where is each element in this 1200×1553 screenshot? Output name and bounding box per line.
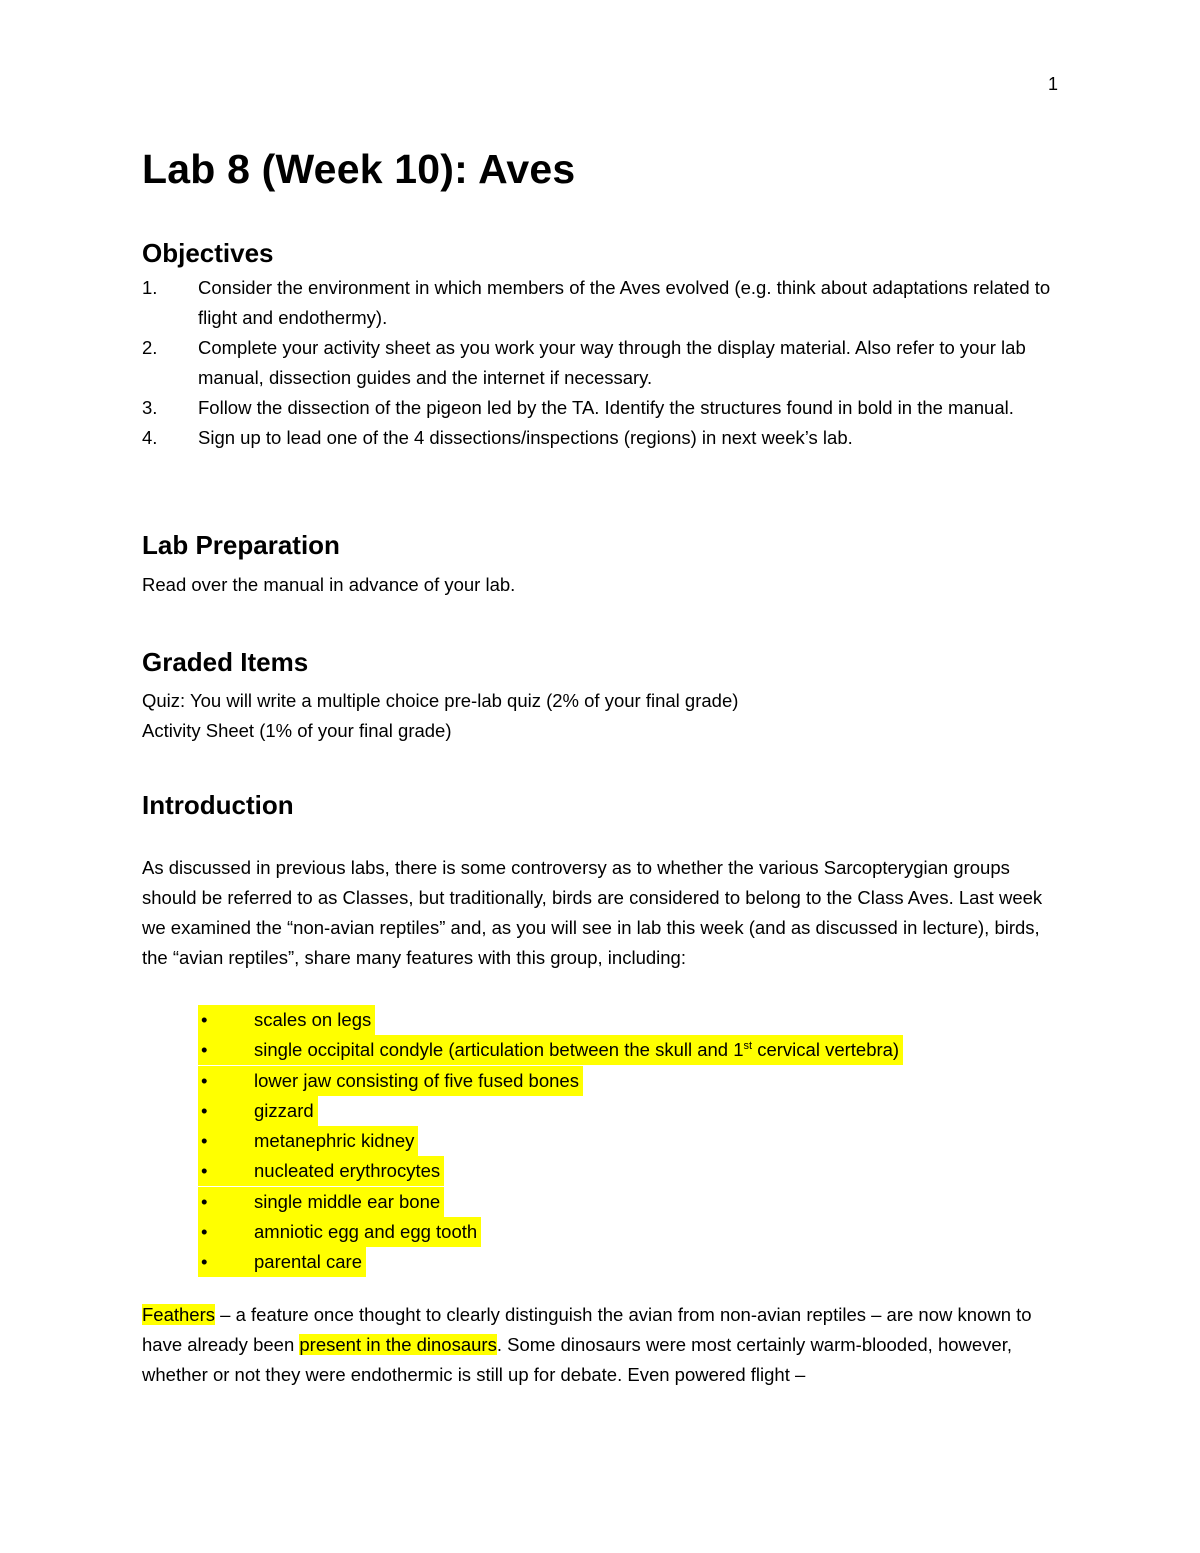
list-item: • lower jaw consisting of five fused bones xyxy=(198,1066,903,1096)
quiz-text: Quiz: You will write a multiple choice pre-lab quiz (2% of your final grade) xyxy=(142,690,739,711)
graded-items-heading: Graded Items xyxy=(142,647,309,677)
list-item: • single middle ear bone xyxy=(198,1187,903,1217)
list-item: • scales on legs xyxy=(198,1005,903,1035)
list-item: • single occipital condyle (articulation between the skull and 1st cervical vertebra) xyxy=(198,1035,903,1065)
page-number: 1 xyxy=(1047,74,1058,94)
dinosaurs-highlight: present in the dinosaurs xyxy=(299,1334,497,1355)
feathers-paragraph: Feathers – a feature once thought to clearly distinguish the avian from non-avian reptiles – are now known to have already been present in the dinosaurs. Some dinosaurs were most certainly warm-blooded, however, whether or not they were endothermic is still up for debate. Even powered flight – xyxy=(142,1304,1032,1385)
features-list xyxy=(198,1005,903,1278)
lab-preparation-text: Read over the manual in advance of your lab. xyxy=(142,574,516,595)
introduction-paragraph: As discussed in previous labs, there is some controversy as to whether the various Sarcopterygian groups should be referred to as Classes, but traditionally, birds are considered to belong to the Class Aves. Last week we examined the “non-avian reptiles” and, as you will see in lab this week (and as discussed in lecture), birds, the “avian reptiles”, share many features with this group, including: xyxy=(142,857,1043,968)
objective-item: 4. Sign up to lead one of the 4 dissections/inspections (regions) in next week’s lab. xyxy=(142,427,853,448)
activity-sheet-text: Activity Sheet (1% of your final grade) xyxy=(142,720,452,741)
objectives-list xyxy=(142,273,1062,453)
list-item: • nucleated erythrocytes xyxy=(198,1156,903,1186)
list-item: • metanephric kidney xyxy=(198,1126,903,1156)
lab-preparation-heading: Lab Preparation xyxy=(142,530,340,560)
introduction-heading: Introduction xyxy=(142,790,294,820)
objectives-heading: Objectives xyxy=(142,238,274,268)
feathers-highlight: Feathers xyxy=(142,1304,216,1325)
objective-item: 2. Complete your activity sheet as you work your way through the display material. Also refer to your lab manual, dissection guides and the internet if necessary. xyxy=(142,337,1026,388)
list-item: • gizzard xyxy=(198,1096,903,1126)
objective-item: 3. Follow the dissection of the pigeon led by the TA. Identify the structures found in bold in the manual. xyxy=(142,397,1014,418)
list-item: • parental care xyxy=(198,1247,903,1277)
objective-item: 1. Consider the environment in which members of the Aves evolved (e.g. think about adaptations related to flight and endothermy). xyxy=(142,277,1051,328)
list-item: • amniotic egg and egg tooth xyxy=(198,1217,903,1247)
page-title: Lab 8 (Week 10): Aves xyxy=(142,146,576,192)
